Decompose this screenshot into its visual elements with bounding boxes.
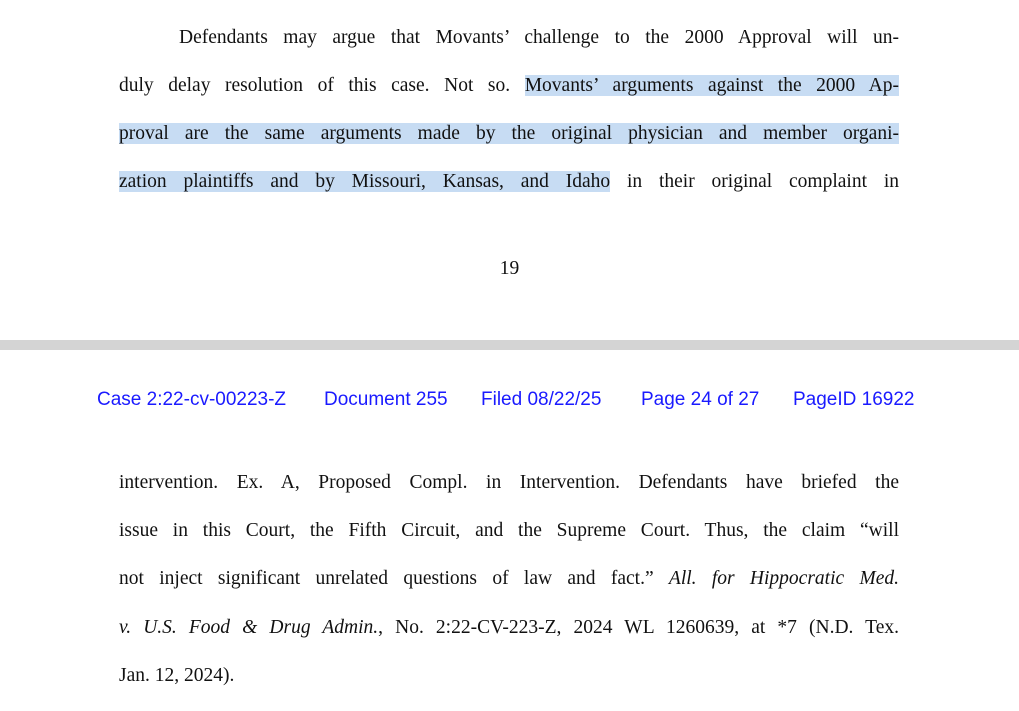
highlighted-text[interactable]: Movants’ arguments against the 2000 Ap- xyxy=(524,75,899,96)
line-text: , No. 2:22-CV-223-Z, 2024 WL 1260639, at *7 (N.D. Tex. xyxy=(378,617,899,638)
paragraph-line xyxy=(119,565,899,593)
document-number: Document 255 xyxy=(324,389,448,410)
paragraph-line xyxy=(119,72,899,100)
page-id: PageID 16922 xyxy=(793,389,915,410)
paragraph-line xyxy=(119,662,899,690)
paragraph-line xyxy=(119,469,899,497)
line-text: issue in this Court, the Fifth Circuit, and the Supreme Court. Thus, the claim “will xyxy=(119,520,899,541)
page-number: 19 xyxy=(499,258,520,279)
highlighted-text[interactable]: proval are the same arguments made by the original physician and member organi- xyxy=(119,123,899,144)
case-citation-italic: All. for Hippocratic Med. xyxy=(668,568,900,589)
line-text: Defendants may argue that Movants’ challenge to the 2000 Approval will un- xyxy=(179,27,899,48)
line-text: intervention. Ex. A, Proposed Compl. in Intervention. Defendants have briefed the xyxy=(119,472,899,493)
paragraph-line xyxy=(119,614,899,642)
line-text: Jan. 12, 2024). xyxy=(119,665,235,686)
paragraph-line xyxy=(119,120,899,148)
line-text: not inject significant unrelated questions of law and fact.” xyxy=(119,568,669,589)
highlighted-text[interactable]: zation plaintiffs and by Missouri, Kansas, and Idaho xyxy=(119,171,611,192)
page-of-pages: Page 24 of 27 xyxy=(641,389,760,410)
line-text: in their original complaint in xyxy=(610,171,899,192)
filed-date: Filed 08/22/25 xyxy=(481,389,602,410)
case-citation-italic: v. U.S. Food & Drug Admin. xyxy=(119,617,379,638)
line-text: duly delay resolution of this case. Not so. xyxy=(119,75,525,96)
paragraph-line xyxy=(119,168,899,196)
paragraph-line xyxy=(119,517,899,545)
page-separator xyxy=(0,340,1019,350)
case-number: Case 2:22-cv-00223-Z xyxy=(97,389,287,410)
paragraph-line xyxy=(179,24,899,52)
